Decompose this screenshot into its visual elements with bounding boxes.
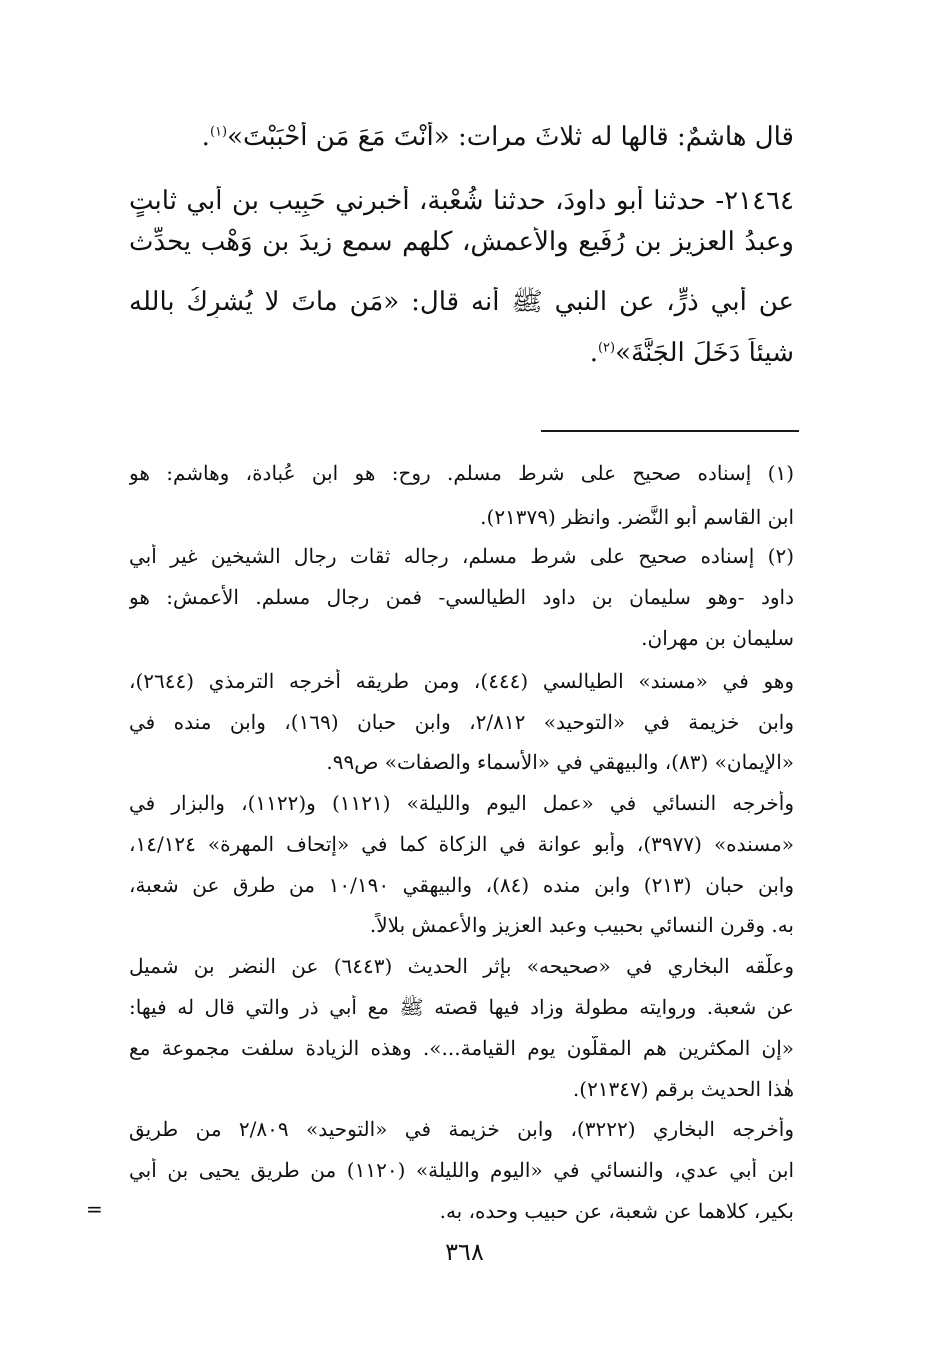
footnote-ref: (١) bbox=[209, 124, 228, 140]
footnote-line: «الإيمان» (٨٣)، والبيهقي في «الأسماء والصفات» ص٩٩. bbox=[326, 750, 794, 774]
main-text-line: عن أبي ذرٍّ، عن النبي ﷺ أنه قال: «مَن ماتَ لا يُشرِكُ بالله bbox=[129, 287, 794, 317]
punctuation: . bbox=[201, 122, 210, 152]
footnote-line: وأخرجه النسائي في «عمل اليوم والليلة» (١١٢١) و(١١٢٢)، والبزار في bbox=[129, 791, 794, 815]
footnote-line: ابن القاسم أبو النَّضر. وانظر (٢١٣٧٩). bbox=[480, 505, 794, 529]
footnote-ref: (٢) bbox=[597, 340, 616, 356]
page-number: ٣٦٨ bbox=[445, 1238, 484, 1266]
footnote-line: ابن أبي عدي، والنسائي في «اليوم والليلة» (١١٢٠) من طريق يحيى بن أبي bbox=[129, 1158, 794, 1182]
footnote-line: (١) إسناده صحيح على شرط مسلم. روح: هو ابن عُبادة، وهاشم: هو bbox=[129, 461, 794, 485]
punctuation: . bbox=[589, 338, 598, 368]
footnote-line: به. وقرن النسائي بحبيب وعبد العزيز والأعمش بلالاً. bbox=[369, 913, 794, 937]
main-text-line bbox=[129, 338, 794, 369]
footnote-line: وهو في «مسند» الطيالسي (٤٤٤)، ومن طريقه أخرجه الترمذي (٢٦٤٤)، bbox=[129, 669, 794, 693]
main-text: قال هاشمٌ: قالها له ثلاثَ مرات: «أَنْتَ مَعَ مَن أَحْبَبْتَ» bbox=[227, 122, 794, 152]
footnote-line: «مسنده» (٣٩٧٧)، وأبو عوانة في الزكاة كما في «إتحاف المهرة» ١٤/١٢٤، bbox=[129, 832, 794, 856]
footnote-line: بكير، كلاهما عن شعبة، عن حبيب وحده، به. bbox=[439, 1199, 794, 1223]
footnote-line: (٢) إسناده صحيح على شرط مسلم، رجاله ثقات رجال الشيخين غير أبي bbox=[129, 544, 794, 568]
continuation-mark: = bbox=[86, 1197, 103, 1221]
footnote-separator bbox=[541, 430, 799, 432]
main-text-line: وعبدُ العزيز بن رُفَيع والأعمش، كلهم سمع زيدَ بن وَهْب يحدِّث bbox=[129, 227, 794, 257]
main-text-line: ٢١٤٦٤- حدثنا أبو داودَ، حدثنا شُعْبة، أخبرني حَبِيب بن أبي ثابتٍ bbox=[129, 186, 794, 216]
footnote-line: وأخرجه البخاري (٣٢٢٢)، وابن خزيمة في «التوحيد» ٢/٨٠٩ من طريق bbox=[129, 1117, 794, 1141]
main-text: شيئاً دَخَلَ الجَنَّةَ» bbox=[615, 338, 794, 368]
footnote-line: عن شعبة. وروايته مطولة وزاد فيها قصته ﷺ مع أبي ذر والتي قال له فيها: bbox=[129, 995, 794, 1019]
footnote-line: هٰذا الحديث برقم (٢١٣٤٧). bbox=[572, 1077, 794, 1101]
main-text-line bbox=[129, 122, 794, 153]
footnote-line: وابن حبان (٢١٣) وابن منده (٨٤)، والبيهقي ١٠/١٩٠ من طرق عن شعبة، bbox=[129, 873, 794, 897]
footnote-line: وابن خزيمة في «التوحيد» ٢/٨١٢، وابن حبان (١٦٩)، وابن منده في bbox=[129, 710, 794, 734]
footnote-line: «إن المكثرين هم المقلُّون يوم القيامة...». وهذه الزيادة سلفت مجموعة مع bbox=[129, 1036, 794, 1060]
footnote-line: وعلَّقه البخاري في «صحيحه» بإثر الحديث (٦٤٤٣) عن النضر بن شميل bbox=[129, 954, 794, 978]
footnote-line: سليمان بن مهران. bbox=[641, 626, 794, 650]
footnote-line: داود -وهو سليمان بن داود الطيالسي- فمن رجال مسلم. الأعمش: هو bbox=[129, 585, 794, 609]
